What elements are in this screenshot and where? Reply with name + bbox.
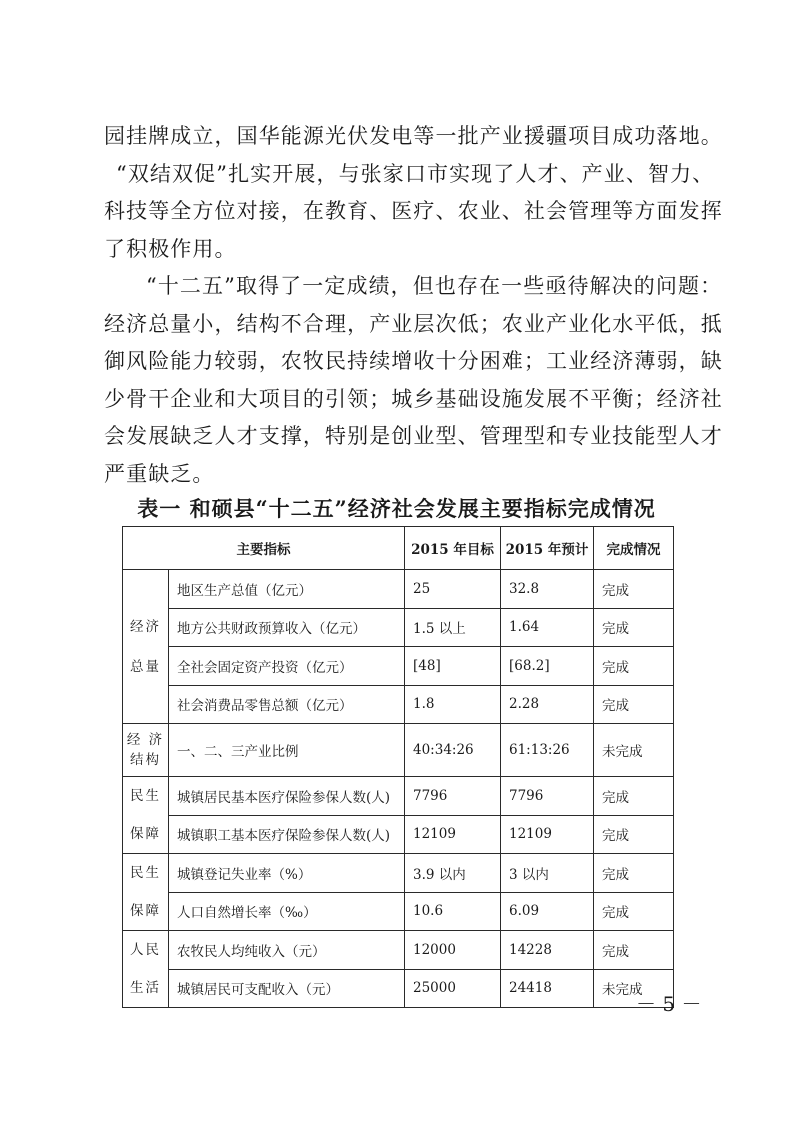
forecast-cell: 1.64 (501, 608, 594, 647)
table-row (123, 647, 674, 686)
indicator-cell: 地方公共财政预算收入（亿元） (169, 608, 405, 647)
table-header-row (123, 527, 674, 570)
table-row (123, 854, 674, 893)
status-cell: 完成 (594, 647, 674, 686)
indicators-table (122, 526, 674, 1008)
status-cell: 完成 (594, 685, 674, 724)
forecast-cell: 24418 (501, 969, 594, 1008)
target-cell: 25 (405, 570, 501, 609)
target-cell: [48] (405, 647, 501, 686)
target-cell: 25000 (405, 969, 501, 1008)
table-row (123, 685, 674, 724)
target-cell: 7796 (405, 777, 501, 816)
target-cell: 1.8 (405, 685, 501, 724)
paragraph-line: 经济总量小，结构不合理，产业层次低；农业产业化水平低，抵 (104, 311, 723, 336)
table-row (123, 608, 674, 647)
status-cell: 完成 (594, 854, 674, 893)
table-row (123, 570, 674, 609)
status-cell: 未完成 (594, 969, 674, 1008)
forecast-cell: 61:13:26 (501, 724, 594, 777)
group-label: 人民 生活 (123, 931, 169, 1008)
paragraph-line: 严重缺乏。 (104, 461, 215, 486)
paragraph-line: 科技等全方位对接，在教育、医疗、农业、社会管理等方面发挥 (104, 199, 723, 223)
header-status: 完成情况 (594, 527, 674, 570)
header-forecast: 2015 年预计 (501, 527, 594, 570)
group-label: 经 济 结构 (123, 724, 169, 777)
group-label: 经济 总量 (123, 570, 169, 724)
paragraph-line: 了积极作用。 (104, 236, 237, 261)
forecast-cell: 6.09 (501, 892, 594, 931)
indicator-cell: 城镇居民基本医疗保险参保人数(人) (169, 777, 405, 816)
indicator-cell: 人口自然增长率（‰） (169, 892, 405, 931)
table-row (123, 777, 674, 816)
table-caption: 表一 和硕县“十二五”经济社会发展主要指标完成情况 (137, 496, 656, 521)
header-indicator: 主要指标 (123, 527, 405, 570)
paragraph-line: “双结双促”扎实开展，与张家口市实现了人才、产业、智力、 (116, 161, 715, 186)
target-cell: 12109 (405, 815, 501, 854)
indicator-cell: 一、二、三产业比例 (169, 724, 405, 777)
status-cell: 完成 (594, 608, 674, 647)
group-label: 民生 保障 (123, 777, 169, 854)
status-cell: 完成 (594, 815, 674, 854)
paragraph-line: 御风险能力较弱，农牧民持续增收十分困难；工业经济薄弱，缺 (104, 349, 723, 373)
indicator-cell: 地区生产总值（亿元） (169, 570, 405, 609)
status-cell: 完成 (594, 892, 674, 931)
status-cell: 完成 (594, 570, 674, 609)
group-label: 民生 保障 (123, 854, 169, 931)
paragraph-line: 园挂牌成立，国华能源光伏发电等一批产业援疆项目成功落地。 (104, 124, 723, 148)
header-target: 2015 年目标 (405, 527, 501, 570)
forecast-cell: 14228 (501, 931, 594, 970)
status-cell: 完成 (594, 931, 674, 970)
table-row (123, 724, 674, 777)
paragraph-1 (104, 118, 723, 268)
indicator-cell: 全社会固定资产投资（亿元） (169, 647, 405, 686)
forecast-cell: 12109 (501, 815, 594, 854)
indicator-cell: 城镇职工基本医疗保险参保人数(人) (169, 815, 405, 854)
target-cell: 10.6 (405, 892, 501, 931)
status-cell: 完成 (594, 777, 674, 816)
table-row (123, 931, 674, 970)
paragraph-line: 少骨干企业和大项目的引领；城乡基础设施发展不平衡；经济社 (104, 386, 723, 411)
forecast-cell: [68.2] (501, 647, 594, 686)
target-cell: 40:34:26 (405, 724, 501, 777)
indicator-cell: 城镇登记失业率（%） (169, 854, 405, 893)
indicator-cell: 社会消费品零售总额（亿元） (169, 685, 405, 724)
paragraph-line: “十二五”取得了一定成绩，但也存在一些亟待解决的问题： (146, 274, 723, 298)
forecast-cell: 7796 (501, 777, 594, 816)
target-cell: 12000 (405, 931, 501, 970)
target-cell: 1.5 以上 (405, 608, 501, 647)
indicator-cell: 农牧民人均纯收入（元） (169, 931, 405, 970)
paragraph-2 (104, 268, 723, 493)
indicator-cell: 城镇居民可支配收入（元） (169, 969, 405, 1008)
forecast-cell: 32.8 (501, 570, 594, 609)
forecast-cell: 3 以内 (501, 854, 594, 893)
page-number: － 5 － (636, 992, 702, 1016)
table-row (123, 892, 674, 931)
target-cell: 3.9 以内 (405, 854, 501, 893)
forecast-cell: 2.28 (501, 685, 594, 724)
table-row (123, 969, 674, 1008)
table-row (123, 815, 674, 854)
status-cell: 未完成 (594, 724, 674, 777)
paragraph-line: 会发展缺乏人才支撑，特别是创业型、管理型和专业技能型人才 (104, 424, 723, 448)
